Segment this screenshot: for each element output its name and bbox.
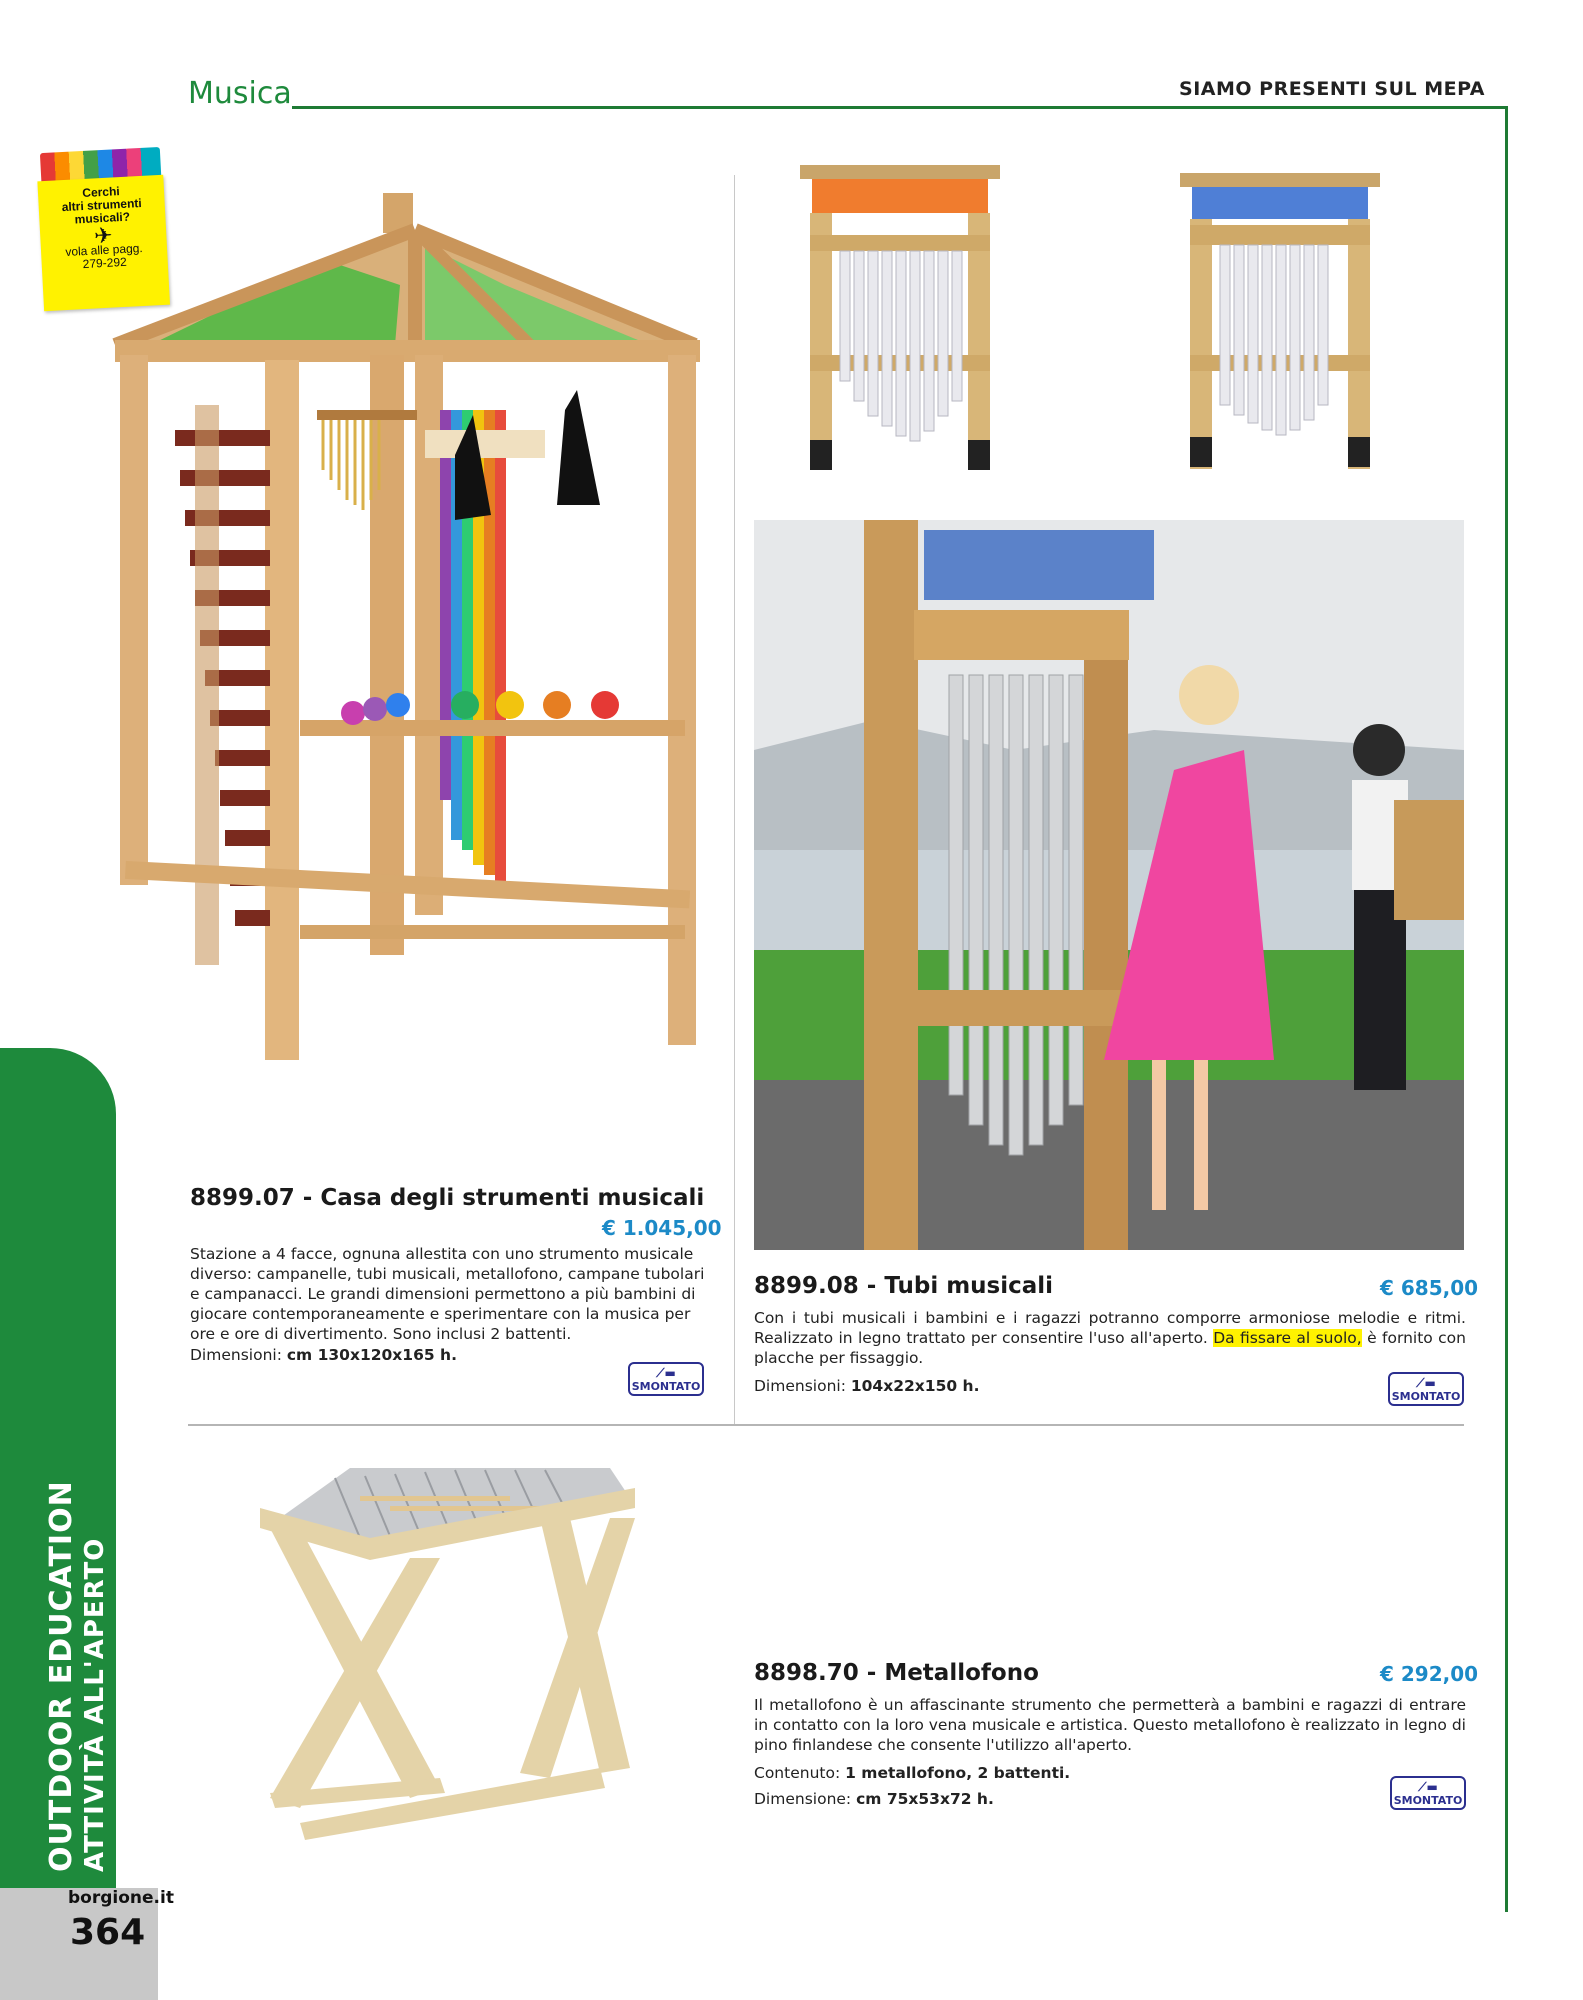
- product-description-8899-07: Stazione a 4 facce, ognuna allestita con uno strumento musicale diverso: campanelle, tubi musicali, metallofono, campane tubolari e campanacci. Le grandi dimensioni permettono a più bambini di giocare contemporaneamente e sperimentare con la musica per ore e ore di divertimento. Sono inclusi 2 battenti.: [190, 1245, 705, 1343]
- badge-label: SMONTATO: [1391, 1390, 1461, 1403]
- product-price-8899-07: € 1.045,00: [602, 1216, 722, 1240]
- product-title-8898-70: 8898.70 - Metallofono: [754, 1660, 1039, 1686]
- badge-label: SMONTATO: [631, 1380, 701, 1393]
- desc-text: Con i tubi musicali i bambini e i ragazzi potranno comporre armoniose melodie e ritmi. Realizzato in legno trattato per consentire l'uso all'aperto.: [754, 1309, 1466, 1347]
- smontato-badge: [1388, 1372, 1464, 1406]
- product-image-tubi-pannelli: [790, 155, 1420, 475]
- smontato-badge: [628, 1362, 704, 1396]
- column-divider: [734, 175, 735, 1425]
- dim-label: Dimensioni:: [754, 1377, 846, 1395]
- product-image-tubi-foto: [754, 520, 1464, 1250]
- badge-label: SMONTATO: [1393, 1794, 1463, 1807]
- section-title: Musica: [188, 76, 292, 111]
- side-tab-line-2: OUTDOOR EDUCATION: [44, 1480, 79, 1872]
- dim-label: Dimensione:: [754, 1790, 852, 1808]
- screwdriver-icon: ⟋▬: [656, 1366, 676, 1380]
- dim-value: 104x22x150 h.: [850, 1377, 980, 1395]
- dim-value: cm 75x53x72 h.: [856, 1790, 994, 1808]
- header-rule: [292, 106, 1508, 109]
- product-title-8899-07: 8899.07 - Casa degli strumenti musicali: [190, 1185, 705, 1211]
- smontato-badge: [1390, 1776, 1466, 1810]
- sticky-line: Cerchi: [81, 184, 121, 201]
- product-price-8899-08: € 685,00: [1380, 1276, 1479, 1300]
- right-rule: [1505, 106, 1508, 1912]
- sticky-line: altri strumenti: [61, 195, 143, 215]
- sticky-line: vola alle pagg.: [65, 240, 144, 259]
- content-label: Contenuto:: [754, 1764, 841, 1782]
- row-divider: [188, 1424, 1464, 1426]
- content-value: 1 metallofono, 2 battenti.: [845, 1764, 1071, 1782]
- product-title-8899-08: 8899.08 - Tubi musicali: [754, 1273, 1054, 1299]
- desc-text: è fornito con placche per fissaggio.: [754, 1329, 1466, 1367]
- desc-highlight: Da fissare al suolo,: [1213, 1329, 1362, 1347]
- product-image-metallofono: [240, 1448, 640, 1848]
- product-description-8899-08: [754, 1308, 1466, 1368]
- sticky-line: musicali?: [74, 209, 131, 227]
- website-label: borgione.it: [68, 1888, 174, 1908]
- product-description-8898-70: Il metallofono è un affascinante strumento che permetterà a bambini e ragazzi di entrare in contatto con la loro vena musicale e artistica. Questo metallofono è realizzato in legno di pino finlandese che consente l'utilizzo all'aperto.: [754, 1696, 1466, 1754]
- product-dimensions-8898-70: [754, 1790, 994, 1808]
- product-price-8898-70: € 292,00: [1380, 1662, 1479, 1686]
- mepa-notice: SIAMO PRESENTI SUL MEPA: [1179, 78, 1485, 100]
- dim-value: cm 130x120x165 h.: [286, 1346, 457, 1364]
- dim-label: Dimensioni:: [190, 1346, 282, 1364]
- screwdriver-icon: ⟋▬: [1416, 1376, 1436, 1390]
- screwdriver-icon: ⟋▬: [1418, 1780, 1438, 1794]
- product-content-8898-70: [754, 1764, 1070, 1782]
- product-dimensions-8899-08: [754, 1377, 979, 1395]
- side-tab-line-1: ATTIVITÀ ALL'APERTO: [80, 1537, 110, 1872]
- product-dimensions-8899-07: [190, 1346, 457, 1364]
- sticky-line: 279-292: [82, 254, 128, 272]
- page-number: 364: [70, 1912, 146, 1953]
- paper-plane-icon: ✈: [93, 222, 114, 249]
- product-image-casa-strumenti: [95, 185, 715, 1085]
